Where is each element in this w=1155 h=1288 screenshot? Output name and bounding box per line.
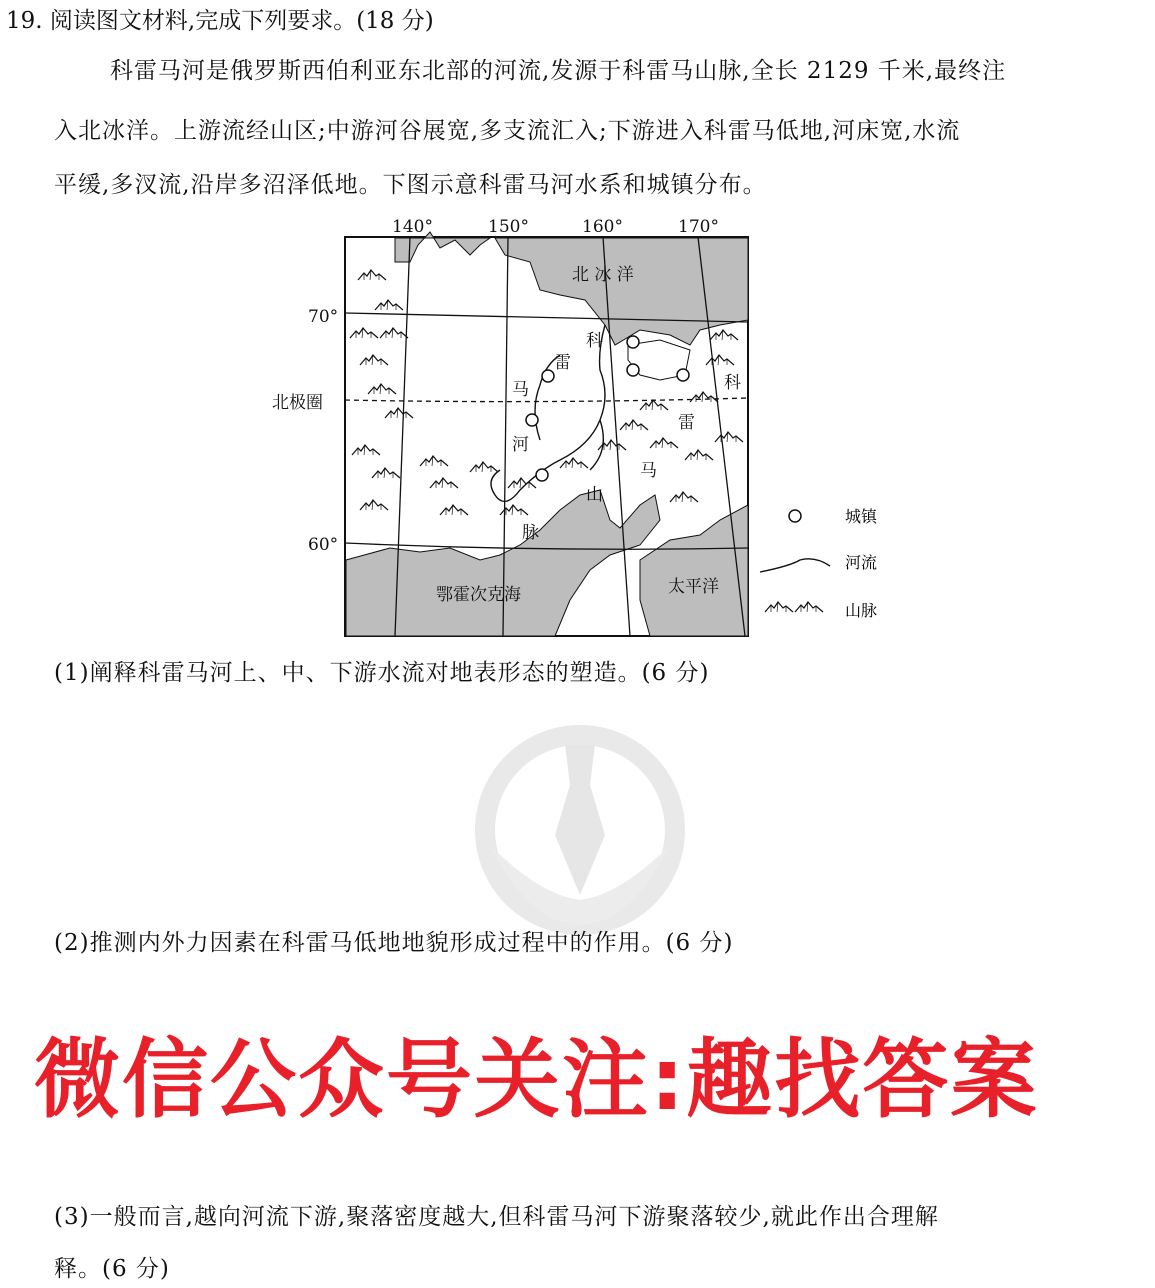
sub-question-3-cont: 释。(6 分) (54, 1256, 170, 1282)
kolyma-river-map (260, 205, 900, 645)
paragraph-line-1: 科雷马河是俄罗斯西伯利亚东北部的河流,发源于科雷马山脉,全长 2129 千米,最终注 (110, 58, 1007, 84)
lat-label: 60° (308, 535, 339, 555)
okhotsk-label: 鄂霍次克海 (436, 585, 521, 605)
lowland-label-char: 科 (724, 373, 741, 393)
mountain-label-char: 脉 (522, 523, 539, 543)
sub-question-1: (1)阐释科雷马河上、中、下游水流对地表形态的塑造。(6 分) (54, 660, 710, 686)
mountain-legend-icon (795, 602, 823, 612)
mountain-label-char: 山 (586, 485, 603, 505)
arctic-circle-label: 北极圈 (272, 393, 323, 413)
river-label-char: 雷 (554, 353, 571, 373)
pacific-label: 太平洋 (668, 577, 719, 597)
river-label-char: 科 (586, 331, 603, 351)
lon-label: 160° (582, 217, 623, 237)
lon-label: 140° (392, 217, 433, 237)
arctic-ocean-label: 北 冰 洋 (572, 265, 634, 285)
pen-logo-watermark (470, 725, 690, 935)
lon-label: 150° (488, 217, 529, 237)
river-label-char: 河 (512, 435, 529, 455)
legend-label: 山脉 (845, 601, 878, 620)
river-legend-icon (760, 559, 830, 572)
lowland-label-char: 雷 (678, 413, 695, 433)
river-label-char: 马 (512, 380, 529, 400)
sub-question-3: (3)一般而言,越向河流下游,聚落密度越大,但科雷马河下游聚落较少,就此作出合理解 (54, 1204, 939, 1230)
question-title: 19. 阅读图文材料,完成下列要求。(18 分) (6, 8, 434, 34)
legend-label: 城镇 (845, 507, 878, 526)
mountain-legend-icon (765, 602, 793, 612)
town-legend-icon (789, 510, 801, 522)
red-text-watermark: 微信公众号关注:趣找答案 (34, 1030, 1039, 1130)
map-legend (760, 507, 878, 620)
legend-label: 河流 (845, 553, 878, 572)
lat-label: 70° (308, 307, 339, 327)
lowland-label-char: 马 (640, 461, 657, 481)
lon-label: 170° (678, 217, 719, 237)
paragraph-line-3: 平缓,多汊流,沿岸多沼泽低地。下图示意科雷马河水系和城镇分布。 (54, 172, 767, 198)
paragraph-line-2: 入北冰洋。上游流经山区;中游河谷展宽,多支流汇入;下游进入科雷马低地,河床宽,水流 (54, 118, 961, 144)
sub-question-2: (2)推测内外力因素在科雷马低地地貌形成过程中的作用。(6 分) (54, 930, 734, 956)
